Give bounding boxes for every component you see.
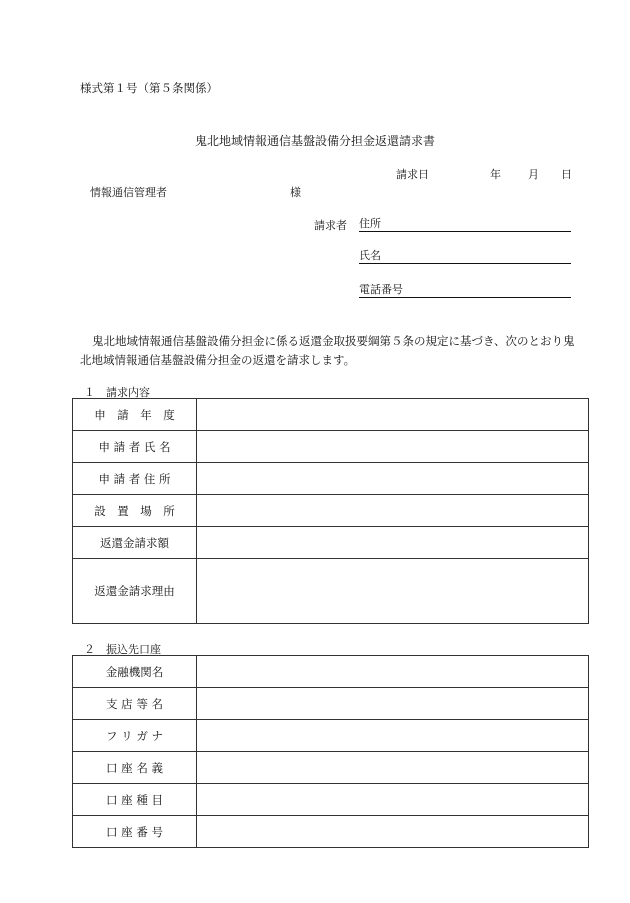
document-title: 鬼北地域情報通信基盤設備分担金返還請求書: [194, 134, 435, 148]
table-row: [73, 431, 589, 463]
value-cell[interactable]: [197, 527, 589, 559]
value-cell[interactable]: [197, 784, 589, 816]
table-row: [73, 720, 589, 752]
table-row: [73, 816, 589, 848]
value-cell[interactable]: [197, 720, 589, 752]
row-label: 口 座 名 義: [73, 752, 197, 784]
requester-address-label: 住所: [359, 217, 381, 230]
value-cell[interactable]: [197, 399, 589, 431]
table-row: [73, 559, 589, 624]
value-cell[interactable]: [197, 688, 589, 720]
requester-phone-field[interactable]: [359, 281, 571, 298]
table-row: [73, 463, 589, 495]
value-cell[interactable]: [197, 752, 589, 784]
table-row: [73, 656, 589, 688]
body-text: 鬼北地域情報通信基盤設備分担金に係る返還金取扱要綱第５条の規定に基づき、次のとおり鬼北地域情報通信基盤設備分担金の返還を請求します。: [80, 334, 575, 367]
request-details-table: [72, 398, 589, 624]
value-cell[interactable]: [197, 816, 589, 848]
table-row: [73, 399, 589, 431]
date-day-unit: 日: [561, 168, 572, 181]
section2-heading: ２ 振込先口座: [84, 643, 161, 656]
row-label: 金融機関名: [73, 656, 197, 688]
form-number: 様式第１号（第５条関係）: [80, 81, 218, 95]
requester-address-field[interactable]: [359, 215, 571, 232]
table-row: [73, 784, 589, 816]
table-row: [73, 527, 589, 559]
requester-name-label: 氏名: [359, 249, 381, 262]
bank-account-table: [72, 655, 589, 848]
table-row: [73, 495, 589, 527]
row-label: 支 店 等 名: [73, 688, 197, 720]
date-month-unit: 月: [528, 168, 539, 181]
section1-heading: １ 請求内容: [84, 386, 150, 399]
value-cell[interactable]: [197, 495, 589, 527]
row-label: フ リ ガ ナ: [73, 720, 197, 752]
row-label: 申 請 者 住 所: [73, 463, 197, 495]
row-label: 申 請 者 氏 名: [73, 431, 197, 463]
row-label: 返還金請求理由: [73, 559, 197, 624]
row-label: 口 座 番 号: [73, 816, 197, 848]
value-cell[interactable]: [197, 559, 589, 624]
requester-name-field[interactable]: [359, 247, 571, 264]
row-label: 返還金請求額: [73, 527, 197, 559]
addressee: 情報通信管理者: [90, 186, 167, 199]
table-row: [73, 688, 589, 720]
requester-phone-label: 電話番号: [359, 283, 403, 296]
row-label: 申 請 年 度: [73, 399, 197, 431]
value-cell[interactable]: [197, 656, 589, 688]
value-cell[interactable]: [197, 431, 589, 463]
date-year-unit: 年: [490, 168, 501, 181]
table-row: [73, 752, 589, 784]
row-label: 口 座 種 目: [73, 784, 197, 816]
value-cell[interactable]: [197, 463, 589, 495]
honorific: 様: [290, 186, 301, 199]
request-date-label: 請求日: [396, 168, 429, 181]
row-label: 設 置 場 所: [73, 495, 197, 527]
requester-label: 請求者: [314, 219, 347, 232]
